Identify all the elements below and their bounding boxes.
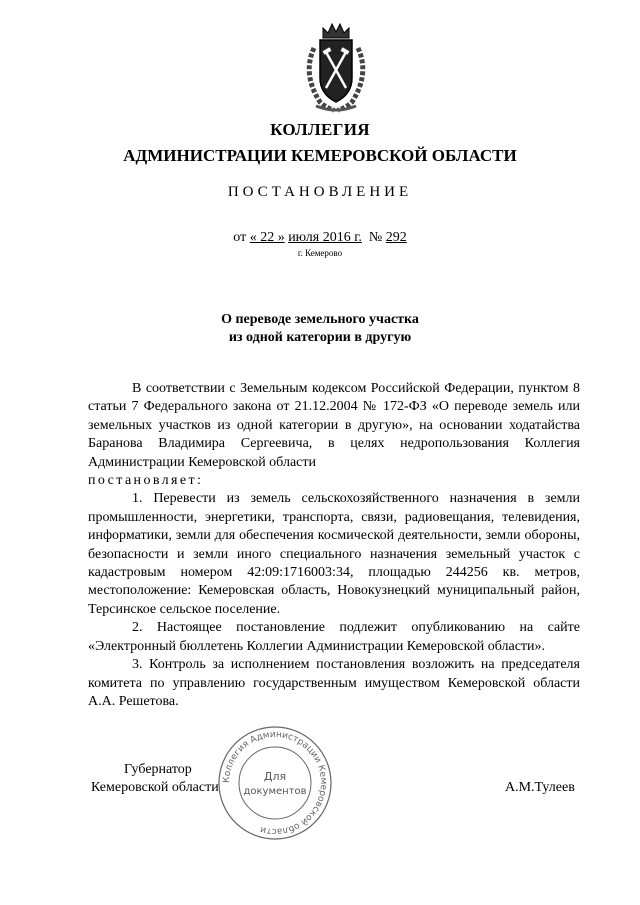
number-sign: № bbox=[368, 230, 383, 245]
stamp-center-line1: Для bbox=[263, 770, 287, 783]
org-name-line2: АДМИНИСТРАЦИИ КЕМЕРОВСКОЙ ОБЛАСТИ bbox=[123, 146, 517, 165]
title-line1: О переводе земельного участка bbox=[221, 312, 419, 327]
coat-of-arms-icon bbox=[296, 22, 376, 114]
signatory-name: А.М.Тулеев bbox=[505, 780, 575, 795]
document-type: ПОСТАНОВЛЕНИЕ bbox=[227, 184, 413, 200]
org-name-line1: КОЛЛЕГИЯ bbox=[270, 120, 370, 139]
document-number: 292 bbox=[385, 230, 407, 245]
city: г. Кемерово bbox=[297, 248, 343, 258]
item-3: 3. Контроль за исполнением постановления возложить на председателя комитета по управлению государственным имуществом Кемеровской области А.А. Решетова. bbox=[88, 657, 580, 709]
signatory-position-line2: Кемеровской области bbox=[91, 780, 219, 795]
document-body bbox=[88, 380, 580, 711]
date-month-year: июля 2016 г. bbox=[288, 230, 362, 245]
stamp-ring-text: Коллегия Администрации Кемеровской области bbox=[221, 729, 329, 837]
date-day: « 22 » bbox=[249, 230, 285, 245]
intro-paragraph: В соответствии с Земельным кодексом Российской Федерации, пунктом 8 статьи 7 Федерального закона от 21.12.2004 № 172-ФЗ «О переводе земель или земельных участков из одной категории в другую», на основании ходатайства Баранова Владимира Сергеевича, в целях недропользования Коллегия Администрации Кемеровской области bbox=[88, 381, 580, 470]
title-line2: из одной категории в другую bbox=[228, 330, 412, 345]
decree-word: постановляет: bbox=[88, 473, 204, 489]
signatory-position-line1: Губернатор bbox=[124, 762, 192, 777]
date-line bbox=[0, 230, 640, 246]
stamp-center-line2: документов bbox=[243, 786, 307, 797]
date-prefix: от bbox=[233, 230, 247, 245]
item-1: 1. Перевести из земель сельскохозяйственного назначения в земли промышленности, энергетики, транспорта, связи, радиовещания, телевидения, информатики, земли для обеспечения космической деятельности, земли обороны, безопасности и земли иного специального назначения земельный участок с кадастровым номером 42:09:1716003:34, площадью 244256 кв. метров, местоположение: Кемеровская область, Новокузнецкий муниципальный район, Терсинское сельское поселение. bbox=[88, 491, 580, 617]
item-2: 2. Настоящее постановление подлежит опубликованию на сайте «Электронный бюллетень Коллегии Администрации Кемеровской области». bbox=[88, 620, 580, 654]
stamp-seal bbox=[216, 724, 334, 842]
